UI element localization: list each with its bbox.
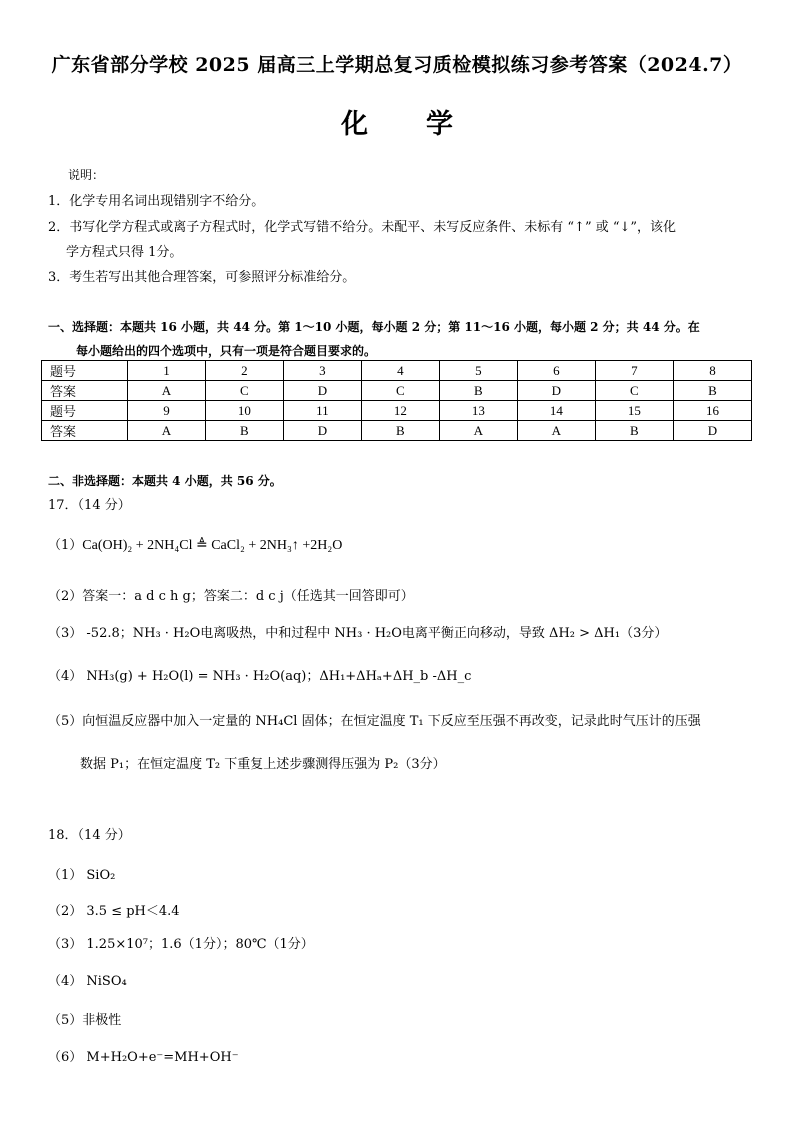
table-cell: 8: [673, 361, 751, 381]
table-row: [42, 381, 752, 401]
table-cell: D: [283, 421, 361, 441]
table-cell: A: [517, 421, 595, 441]
note-item: 3．考生若写出其他合理答案，可参照评分标准给分。: [48, 270, 356, 285]
section2-heading: 二、非选择题：本题共 4 小题，共 56 分。: [48, 474, 282, 488]
table-cell: 7: [595, 361, 673, 381]
section1-heading-cont: 每小题给出的四个选项中，只有一项是符合题目要求的。: [76, 344, 377, 358]
q17-part1-label: （1）: [48, 538, 83, 553]
table-cell: 1: [128, 361, 206, 381]
table-cell: 5: [439, 361, 517, 381]
table-cell: 题号: [42, 401, 128, 421]
q18-part2: （2） 3.5 ≤ pH＜4.4: [48, 904, 180, 919]
table-cell: 答案: [42, 421, 128, 441]
table-cell: 3: [283, 361, 361, 381]
table-row: [42, 421, 752, 441]
table-cell: A: [128, 421, 206, 441]
note-item: 学方程式只得 1分。: [66, 245, 183, 260]
q18-part5: （5）非极性: [48, 1013, 122, 1028]
table-cell: B: [205, 421, 283, 441]
table-cell: 13: [439, 401, 517, 421]
note-item: 1．化学专用名词出现错别字不给分。: [48, 194, 265, 209]
notes-heading: 说明：: [68, 168, 105, 182]
table-cell: 14: [517, 401, 595, 421]
section1-heading: 一、选择题：本题共 16 小题，共 44 分。第 1～10 小题，每小题 2 分；第 11～16 小题，每小题 2 分；共 44 分。在: [48, 320, 700, 334]
table-cell: 11: [283, 401, 361, 421]
table-cell: B: [595, 421, 673, 441]
q18-part3: （3） 1.25×10⁷；1.6（1分）；80℃（1分）: [48, 937, 314, 952]
q17-label: 17．（14 分）: [48, 498, 131, 513]
table-cell: 2: [205, 361, 283, 381]
table-cell: 15: [595, 401, 673, 421]
table-cell: 4: [361, 361, 439, 381]
q17-part2: （2）答案一：a d c h g；答案二：d c j（任选其一回答即可）: [48, 589, 414, 604]
q17-part4: （4） NH₃(g) + H₂O(l) = NH₃ · H₂O(aq)；ΔH₁+ΔHₐ+ΔH_b -ΔH_c: [48, 669, 472, 684]
table-cell: A: [439, 421, 517, 441]
table-cell: 10: [205, 401, 283, 421]
table-row: [42, 401, 752, 421]
table-cell: 9: [128, 401, 206, 421]
table-cell: B: [673, 381, 751, 401]
table-cell: D: [283, 381, 361, 401]
q17-part5-cont: 数据 P₁；在恒定温度 T₂ 下重复上述步骤测得压强为 P₂（3分）: [80, 757, 446, 772]
q17-part3: （3） -52.8；NH₃ · H₂O电离吸热，中和过程中 NH₃ · H₂O电离平衡正向移动，导致 ΔH₂ > ΔH₁（3分）: [48, 626, 668, 641]
table-cell: 答案: [42, 381, 128, 401]
table-cell: D: [517, 381, 595, 401]
table-cell: D: [673, 421, 751, 441]
q17-part5: （5）向恒温反应器中加入一定量的 NH₄Cl 固体；在恒定温度 T₁ 下反应至压强不再改变，记录此时气压计的压强: [48, 714, 701, 729]
document-title: 广东省部分学校 2025 届高三上学期总复习质检模拟练习参考答案（2024.7）: [51, 54, 743, 76]
table-cell: B: [439, 381, 517, 401]
subject-heading: 化学: [341, 109, 511, 140]
table-cell: C: [205, 381, 283, 401]
table-cell: 12: [361, 401, 439, 421]
q18-part1: （1） SiO₂: [48, 868, 116, 883]
table-cell: C: [361, 381, 439, 401]
answer-table: [41, 360, 752, 441]
q18-label: 18．（14 分）: [48, 828, 131, 843]
table-cell: 16: [673, 401, 751, 421]
note-item: 2．书写化学方程式或离子方程式时，化学式写错不给分。未配平、未写反应条件、未标有 “↑” 或 “↓”，该化: [48, 220, 677, 235]
q18-part6: （6） M+H₂O+e⁻=MH+OH⁻: [48, 1050, 239, 1065]
table-row: [42, 361, 752, 381]
table-cell: 6: [517, 361, 595, 381]
table-cell: B: [361, 421, 439, 441]
q17-part1: [48, 534, 342, 554]
table-cell: A: [128, 381, 206, 401]
q18-part4: （4） NiSO₄: [48, 974, 127, 989]
table-cell: C: [595, 381, 673, 401]
q17-part1-equation: Ca(OH)₂ + 2NH₄Cl ≜ CaCl₂ + 2NH₃↑ +2H₂O: [82, 538, 343, 553]
table-cell: 题号: [42, 361, 128, 381]
